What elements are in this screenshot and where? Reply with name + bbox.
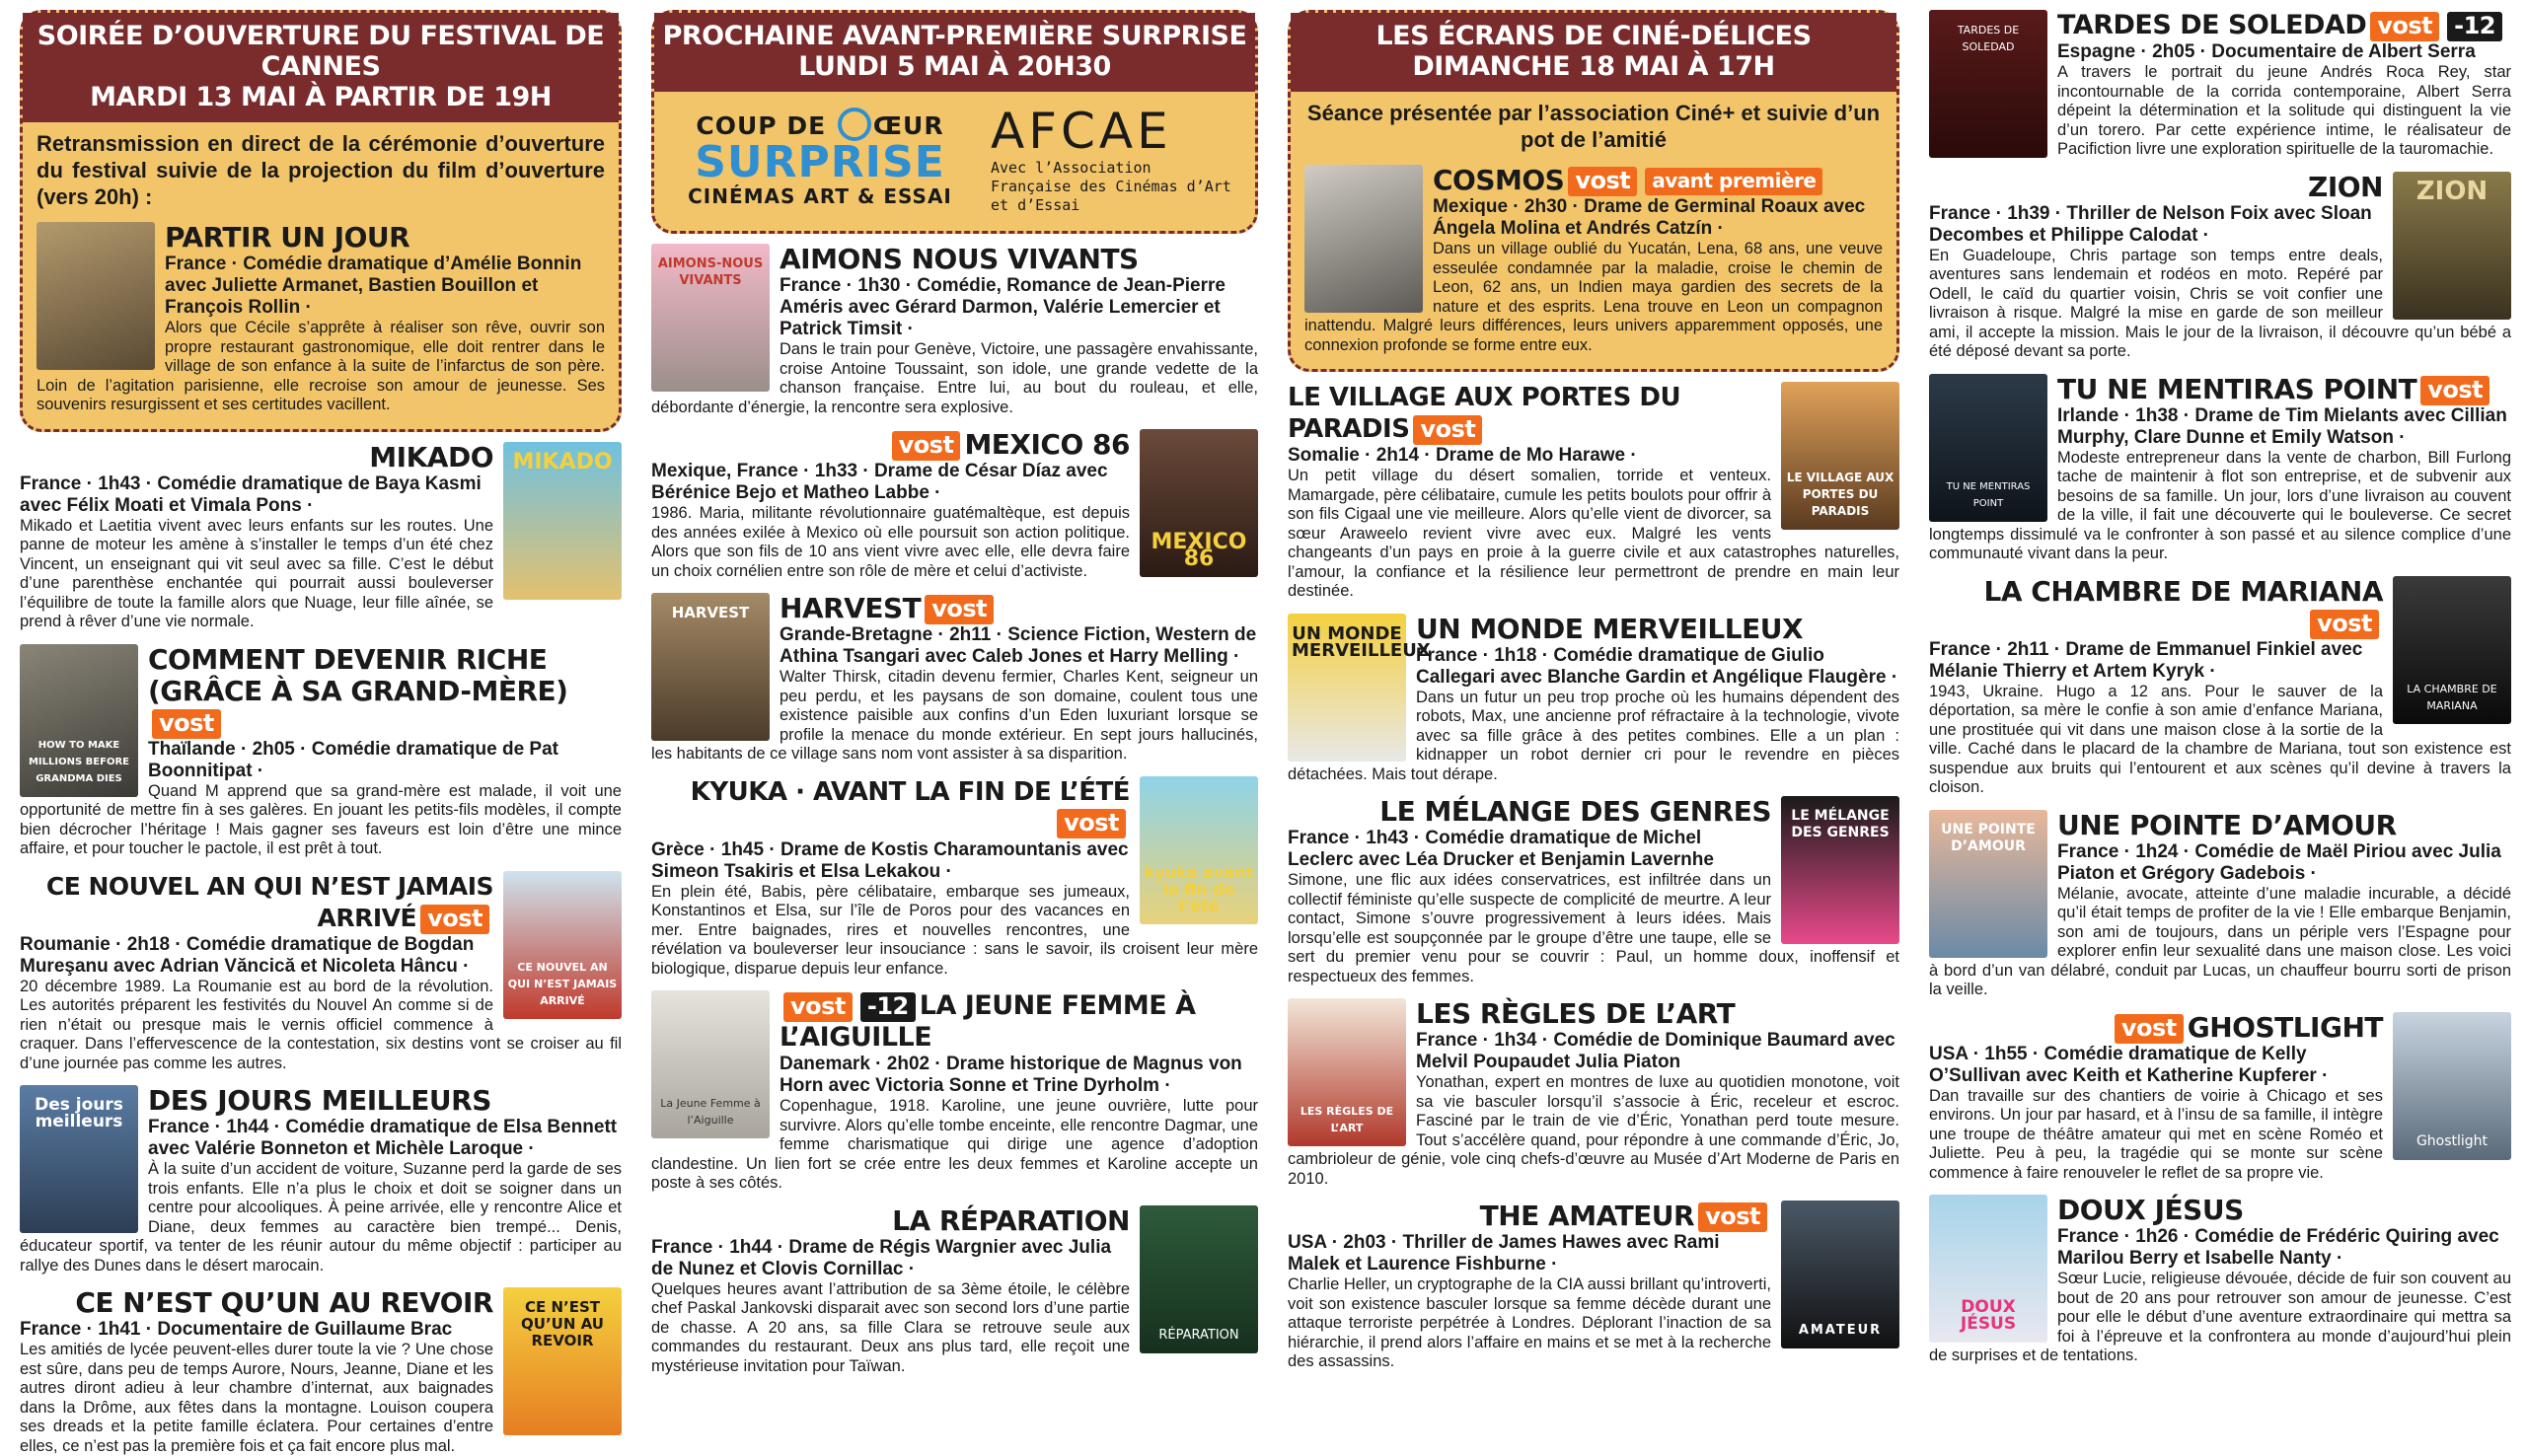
film-synopsis: 1943, Ukraine. Hugo a 12 ans. Pour le sauver de la déportation, sa mère le confie à son amie d’enfance Mariana, une prostituée qui vit dans une maison close à la sortie de la ville. Caché dans le placard de la chambre de Mariana, tout son existence est suspendue aux bruits qui l’entourent et aux scènes qu’il devine à travers la cloison. — [1929, 682, 2511, 796]
poster-image: LE MÉLANGE DES GENRES — [1781, 796, 1899, 944]
film-synopsis: Les amitiés de lycée peuvent-elles durer toute la vie ? Une chose est sûre, dans peu de temps Aurore, Nours, Jeanne, Diane et les autres diront adieu à leur chambre d’internat, aux baignades dans la Drôme, aux fêtes dans la montagne. Louison coupera ses dreads et la petite famille éclatera. Pour certaines d’entre elles, ce n’est pas la première fois et ça fait encore plus mal. — [20, 1341, 493, 1455]
poster-image: DOUX JÉSUS — [1929, 1195, 2047, 1343]
logos — [654, 92, 1255, 231]
age-restriction-badge: -12 — [860, 992, 916, 1022]
film-la-jeune-femme-a-laiguille[interactable] — [651, 990, 1258, 1194]
film-le-village[interactable] — [1288, 382, 1899, 602]
column-1 — [20, 10, 622, 1455]
film-synopsis: Dans un futur un peu trop proche où les humains dépendent des robots, Max, une ancienne prof réfractaire à la technologie, vivote avec sa fille grâce à des petites combines. Elle a un plan : kidnapper un robot dernier cri pour le revendre en pièces détachées. Mais tout dérape. — [1288, 688, 1899, 783]
film-the-amateur[interactable] — [1288, 1201, 1899, 1372]
poster-image: UN MONDE MERVEILLEUX — [1288, 614, 1406, 762]
film-meta: Mexique, France · 1h33 · Drame de César Díaz avec Bérénice Bejo et Matheo Labbe · — [651, 461, 1108, 503]
film-title: DES JOURS MEILLEURS — [148, 1084, 491, 1117]
film-title: TARDES DE SOLEDAD vost -12 — [1929, 10, 2511, 41]
film-ce-nouvel-an[interactable] — [20, 871, 622, 1074]
film-title: HARVEST vost — [651, 593, 1258, 624]
film-title: AIMONS NOUS VIVANTS — [780, 243, 1139, 275]
vost-badge: vost — [1568, 167, 1637, 196]
film-meta: Somalie · 2h14 · Drame de Mo Harawe · — [1288, 445, 1637, 466]
film-un-monde-merveilleux[interactable] — [1288, 614, 1899, 785]
film-meta: France · 1h43 · Comédie dramatique de Baya Kasmi avec Félix Moati et Vimala Pons · — [20, 473, 482, 516]
poster-image: ZION — [2393, 172, 2511, 320]
film-meta: USA · 2h03 · Thriller de James Hawes avec Rami Malek et Laurence Fishburne · — [1288, 1232, 1720, 1274]
film-synopsis: 20 décembre 1989. La Roumanie est au bord de la révolution. Les autorités préparent les festivités du Nouvel An comme si de rien n’était ou presque mais le vernis officiel commence à craquer. Dans l’effervescence de la contestation, six destins vont se croiser au fil d’une journée pas comme les autres. — [20, 977, 622, 1072]
poster-image: Des jours meilleurs — [20, 1085, 138, 1233]
poster-image: LA CHAMBRE DE MARIANA — [2393, 576, 2511, 724]
vost-badge: vost — [1698, 1202, 1767, 1232]
vost-badge: vost — [2370, 12, 2439, 41]
film-title: COMMENT DEVENIR RICHE (GRÂCE À SA GRAND-MÈRE)vost — [148, 642, 568, 737]
film-tardes-de-soledad[interactable] — [1929, 10, 2511, 160]
film-meta: Grande-Bretagne · 2h11 · Science Fiction, Western de Athina Tsangari avec Caleb Jones et Harry Melling · — [780, 624, 1257, 667]
film-tu-ne-mentiras-point[interactable] — [1929, 374, 2511, 564]
film-title: PARTIR UN JOUR — [165, 221, 410, 254]
film-le-melange-des-genres[interactable] — [1288, 796, 1899, 986]
film-meta: France · 1h24 · Comédie de Maël Piriou avec Julia Piaton et Grégory Gadebois · — [2057, 840, 2501, 884]
poster-image: CE N’EST QU’UN AU REVOIR — [503, 1287, 622, 1435]
film-synopsis: Dans un village oublié du Yucatán, Lena, 68 ans, une veuve esseulée condamnée par la maladie, croise le chemin de Leon, 62 ans, un Indien maya gardien des secrets de la nature et des esprits. Lena trouve en Leon un compagnon inattendu. Malgré leurs différences, leurs univers apparemment opposés, une connexion profonde se forme entre eux. — [1304, 240, 1883, 354]
film-comment-devenir-riche[interactable] — [20, 644, 622, 859]
film-title: MIKADO — [369, 440, 493, 473]
poster-image: AIMONS-NOUS VIVANTS — [651, 244, 770, 392]
poster-image: UNE POINTE D’AMOUR — [1929, 810, 2047, 958]
film-meta: Roumanie · 2h18 · Comédie dramatique de Bogdan Mureşanu avec Adrian Văncică et Nicoleta Hâncu · — [20, 933, 475, 977]
event-cine-delices — [1288, 10, 1899, 372]
event-intro: Séance présentée par l’association Ciné+ et suivie d’un pot de l’amitié — [1306, 101, 1881, 152]
film-title: vost -12 LA JEUNE FEMME À L’AIGUILLE — [780, 990, 1196, 1053]
poster-image: LES RÈGLES DE L’ART — [1288, 998, 1406, 1146]
film-cosmos[interactable] — [1304, 165, 1883, 355]
vost-badge: vost — [2420, 376, 2489, 405]
film-synopsis: Alors que Cécile s’apprête à réaliser son rêve, ouvrir son propre restaurant gastronomique, elle doit rentrer dans le village de son enfance à la suite de l’infarctus de son père. Loin de l’agitation parisienne, elle recroise son amour de jeunesse. Ses souvenirs resurgissent et ses certitudes vacillent. — [37, 319, 605, 413]
film-title: ZION — [2308, 170, 2383, 203]
film-meta: Mexique · 2h30 · Drame de Germinal Roaux avec Ángela Molina et Andrés Catzín · — [1433, 196, 1866, 239]
poster-image — [1304, 165, 1423, 313]
film-la-reparation[interactable] — [651, 1205, 1258, 1377]
poster-image: TARDES DE SOLEDAD — [1929, 10, 2047, 158]
film-meta: Espagne · 2h05 · Documentaire de Albert Serra — [2057, 41, 2476, 62]
film-title: UN MONDE MERVEILLEUX — [1416, 612, 1804, 645]
film-title: UNE POINTE D’AMOUR — [2057, 808, 2397, 841]
film-mexico-86[interactable] — [651, 429, 1258, 581]
film-synopsis: Mikado et Laetitia vivent avec leurs enfants sur les routes. Une panne de moteur les amène à s’installer le temps d’un été chez Vincent, un enseignant qui vit seul avec sa fille. C’est le début d’une parenthèse enchantée qui pourrait aussi bouleverser l’équilibre de toute la famille alors que Nuage, leur fille aînée, se prend à rêver d’une vie normale. — [20, 516, 493, 630]
film-title: KYUKA · AVANT LA FIN DE L’ÉTÉvost — [690, 776, 1130, 837]
vost-badge: vost — [892, 431, 961, 461]
afcae-logo: AFCAE Avec l’Association Française des Cinémas d’Art et d’Essai — [991, 103, 1231, 214]
event-header: SOIRÉE D’OUVERTURE DU FESTIVAL DE CANNES MARDI 13 MAI À PARTIR DE 19H — [23, 13, 619, 122]
poster-image: TU NE MENTIRAS POINT — [1929, 374, 2047, 522]
vost-badge: vost — [2115, 1014, 2184, 1044]
film-zion[interactable] — [1929, 172, 2511, 362]
film-meta: Danemark · 2h02 · Drame historique de Magnus von Horn avec Victoria Sonne et Trine Dyrholm · — [780, 1054, 1242, 1096]
event-header: LES ÉCRANS DE CINÉ-DÉLICES DIMANCHE 18 MAI À 17H — [1291, 13, 1896, 92]
film-synopsis: 1986. Maria, militante révolutionnaire guatémaltèque, est depuis des années exilée à Mexico où elle poursuit son action politique. Alors que son fils de 10 ans vient vivre avec elle, elle devra faire un choix cornélien entre son rôle de mère et celui d’activiste. — [651, 504, 1130, 580]
poster-image: HARVEST — [651, 593, 770, 741]
column-4 — [1929, 10, 2511, 1364]
film-des-jours-meilleurs[interactable] — [20, 1085, 622, 1275]
film-synopsis: À la suite d’un accident de voiture, Suzanne perd la garde de ses trois enfants. Elle n’a plus le choix et doit se soigner dans un centre pour alcooliques. À peine arrivée, elle y rencontre Alice et Diane, deux femmes au caractère bien trempé... Denis, éducateur sportif, va tenter de les réunir autour du même objectif : participer au rallye des Dunes dans le désert marocain. — [20, 1160, 622, 1274]
film-synopsis: Modeste entrepreneur dans la vente de charbon, Bill Furlong tache de maintenir à flot son entreprise, et de subvenir aux besoins de sa famille. Un jour, lors d’une livraison au couvent de la ville, il fait une découverte qui le bouleverse. Ce secret longtemps dissimulé va le confronter à son passé et au silence complice d’une communauté vivant dans la peur. — [1929, 448, 2511, 562]
film-meta: France · 1h34 · Comédie de Dominique Baumard avec Melvil Poupaudet Julia Piaton — [1416, 1030, 1895, 1072]
poster-image: MEXICO 86 — [1140, 429, 1258, 577]
column-3 — [1288, 10, 1899, 1370]
poster-image: RÉPARATION — [1140, 1205, 1258, 1353]
poster-image: kyuka avant la fin de l’été — [1140, 776, 1258, 924]
film-synopsis: Mélanie, avocate, atteinte d’une maladie incurable, a décidé qu’il était temps de profiter de la vie ! Elle embarque Benjamin, son ami de toujours, dans un périple vers l’Espagne pour explorer enfin leur sexualité dans une maison close. Les voici à bord d’un van délabré, conduit par Lucas, un chauffeur bourru sorti de prison la veille. — [1929, 884, 2511, 998]
film-harvest[interactable] — [651, 593, 1258, 764]
film-meta: France · 1h44 · Comédie dramatique de Elsa Bennett avec Valérie Bonneton et Michèle Laroque · — [148, 1117, 618, 1159]
poster-image: Ghostlight — [2393, 1012, 2511, 1160]
film-aimons-nous-vivants[interactable] — [651, 244, 1258, 417]
film-title: COSMOS vost avant première — [1304, 165, 1883, 196]
film-la-chambre-de-mariana[interactable] — [1929, 576, 2511, 798]
film-meta: Thaïlande · 2h05 · Comédie dramatique de Pat Boonnitipat · — [148, 738, 558, 781]
poster-image: HOW TO MAKE MILLIONS BEFORE GRANDMA DIES — [20, 644, 138, 797]
film-synopsis: Yonathan, expert en montres de luxe au quotidien monotone, voit sa vie basculer lorsqu’il s’associe à Éric, receleur et escroc. Fasciné par le train de vie d’Éric, Yonathan perd toute mesure. Tout s’accélère quand, pour répondre à une commande d’Éric, Jo, cambrioleur de génie, vole cinq chefs-d’œuvre au Musée d’Art Moderne de Paris en 2010. — [1288, 1073, 1899, 1188]
film-meta: France · 1h39 · Thriller de Nelson Foix avec Sloan Decombes et Philippe Calodat · — [1929, 202, 2372, 246]
poster-image: AMATEUR — [1781, 1201, 1899, 1348]
film-les-regles-de-lart[interactable] — [1288, 998, 1899, 1189]
film-title: LES RÈGLES DE L’ART — [1416, 997, 1736, 1030]
vost-badge: vost — [783, 992, 853, 1022]
vost-badge: vost — [152, 709, 221, 739]
film-synopsis: Walter Thirsk, citadin devenu fermier, Charles Kent, seigneur un peu perdu, et les paysans de son domaine, coulent tous une existence paisible aux confins d’un Eden luxuriant lorsque se profile la menace du monde extérieur. En sept jours hallucinés, les habitants de ce village sans nom vont assister à sa disparition. — [651, 668, 1258, 763]
film-ghostlight[interactable] — [1929, 1012, 2511, 1184]
film-title: LE VILLAGE AUX PORTES DU PARADIS vost — [1288, 383, 1681, 444]
film-title: vost MEXICO 86 — [651, 429, 1258, 461]
film-meta: France · 2h11 · Drame de Emmanuel Finkiel avec Mélanie Thierry et Artem Kyryk · — [1929, 638, 2363, 682]
film-ce-nest-quun-au-revoir[interactable] — [20, 1287, 622, 1456]
film-title: DOUX JÉSUS — [2057, 1194, 2244, 1226]
film-title: TU NE MENTIRAS POINT vost — [1929, 374, 2511, 405]
film-synopsis: Dan travaille sur des chantiers de voirie à Chicago et ses environs. Un jour par hasard, et à l’insu de sa famille, il intègre une troupe de théâtre amateur qui met en scène Roméo et Juliette. Peu à peu, la tragédie qui se monte sur scène commence à faire renouveler le reflet de sa propre vie. — [1929, 1086, 2383, 1182]
film-synopsis: A travers le portrait du jeune Andrés Roca Rey, star incontournable de la corrida contemporaine, Albert Serra dépeint la détermination et la solitude qui distinguent la vie d’un torero. Par cette expérience intime, le réalisateur de Pacifiction livre une exploration spirituelle de la tauromachie. — [2057, 63, 2511, 158]
film-synopsis: Copenhague, 1918. Karoline, une jeune ouvrière, lutte pour survivre. Alors qu’elle tombe enceinte, elle rencontre Dagmar, une femme charismatique qui dirige une agence d’adoption clandestine. Un lien fort se crée entre les deux femmes et Karoline accepte un poste à ses côtés. — [651, 1097, 1258, 1192]
film-title: LA RÉPARATION — [892, 1203, 1130, 1237]
column-2 — [651, 10, 1258, 1375]
film-synopsis: Quand M apprend que sa grand-mère est malade, il voit une opportunité de mettre fin à ses galères. En jouant les petits-fils modèles, il compte bien décrocher l’héritage ! Mais gagner ses faveurs est loin d’être une mince affaire, et pour toucher le pactole, il est prêt à tout. — [20, 781, 622, 857]
film-synopsis: Simone, une flic aux idées conservatrices, est infiltrée dans un collectif féministe qu’elle suspecte de complicité de meurtre. A leur contact, Simone s’ouvre progressivement à leurs idées. Mais lorsqu’elle est soupçonnée par le groupe d’être une taupe, elle se sert du premier venu pour se couvrir : Paul, un homme doux, inoffensif et respectueux des femmes. — [1288, 871, 1899, 985]
vost-badge: vost — [1057, 809, 1126, 838]
film-title: CE NOUVEL AN QUI N’EST JAMAIS ARRIVÉ vost — [45, 871, 493, 932]
vost-badge: vost — [925, 595, 994, 624]
avant-premiere-badge: avant première — [1645, 168, 1822, 195]
event-cannes — [20, 10, 622, 432]
film-meta: France · 1h26 · Comédie de Frédéric Quiring avec Marilou Berry et Isabelle Nanty · — [2057, 1226, 2499, 1269]
age-restriction-badge: -12 — [2447, 12, 2502, 41]
film-meta: France · 1h44 · Drame de Régis Wargnier avec Julia de Nunez et Clovis Cornillac · — [651, 1236, 1112, 1279]
film-synopsis: Un petit village du désert somalien, torride et venteux. Mamargade, père célibataire, cumule les petits boulots pour offrir à son fils Cigaal une vie meilleure. Alors qu’elle vient de divorcer, sa sœur Araweelo revient vivre avec eux. Malgré les vents changeants d’un pays en proie à la guerre civile et aux catastrophes naturelles, l’amour, la confiance et la résilience leur permettront de prendre en main leur destinée. — [1288, 467, 1899, 600]
film-title: LA CHAMBRE DE MARIANAvost — [1983, 574, 2383, 637]
event-header: PROCHAINE AVANT-PREMIÈRE SURPRISE LUNDI 5 MAI À 20H30 — [654, 13, 1255, 92]
film-synopsis: Dans le train pour Genève, Victoire, une passagère envahissante, croise Antoine Toussaint, son idole, une grande vedette de la chanson française. Entre lui, au bout du rouleau, et elle, débordante d’énergie, la rencontre sera explosive. — [651, 340, 1258, 416]
event-intro: Retransmission en direct de la cérémonie d’ouverture du festival suivie de la projection du film d’ouverture (vers 20h) : — [37, 131, 605, 209]
film-title: THE AMATEUR vost — [1288, 1201, 1899, 1232]
film-meta: France · 1h41 · Documentaire de Guillaume Brac — [20, 1319, 453, 1340]
vost-badge: vost — [1413, 415, 1482, 445]
film-doux-jesus[interactable] — [1929, 1195, 2511, 1366]
poster-image: CE NOUVEL AN QUI N’EST JAMAIS ARRIVÉ — [503, 871, 622, 1019]
event-avant-premiere — [651, 10, 1258, 234]
film-title: CE N’EST QU’UN AU REVOIR — [75, 1286, 493, 1319]
poster-image: La Jeune Femme à l’Aiguille — [651, 990, 770, 1138]
poster-image: MIKADO — [503, 442, 622, 600]
film-meta: Irlande · 1h38 · Drame de Tim Mielants avec Cillian Murphy, Clare Dunne et Emily Watson · — [2057, 404, 2507, 448]
poster-image — [37, 222, 155, 370]
film-kyuka[interactable] — [651, 776, 1258, 980]
film-meta: France · 1h18 · Comédie dramatique de Giulio Callegari avec Blanche Gardin et Angélique Flaugère · — [1416, 644, 1898, 688]
film-une-pointe-damour[interactable] — [1929, 810, 2511, 1000]
vost-badge: vost — [2310, 610, 2379, 639]
film-title: LE MÉLANGE DES GENRES — [1379, 795, 1771, 828]
film-mikado[interactable] — [20, 442, 622, 632]
film-meta: France · Comédie dramatique d’Amélie Bonnin avec Juliette Armanet, Bastien Bouillon et François Rollin · — [165, 254, 582, 318]
poster-image: LE VILLAGE AUX PORTES DU PARADIS — [1781, 382, 1899, 530]
film-synopsis: Charlie Heller, un cryptographe de la CIA aussi brillant qu’introverti, voit son existence basculer lorsque sa femme décède durant une attaque terroriste perpétrée à Londres. Déplorant l’inaction de sa hiérarchie, il prend alors l’affaire en mains et se met à la recherche des assassins. — [1288, 1275, 1771, 1370]
film-meta: Grèce · 1h45 · Drame de Kostis Charamountanis avec Simeon Tsakiris et Elsa Lekakou · — [651, 838, 1129, 882]
film-meta: USA · 1h55 · Comédie dramatique de Kelly O’Sullivan avec Keith et Katherine Kupferer · — [1929, 1043, 2329, 1086]
vost-badge: vost — [420, 905, 489, 934]
film-synopsis: Sœur Lucie, religieuse dévouée, décide de fuir son couvent au bout de 20 ans pour retrouver son amour de jeunesse. C’est pour elle le début d’une aventure extraordinaire qui mettra sa foi à l’épreuve et la confrontera au monde d’aujourd’hui plein de surprises et de tentations. — [1929, 1270, 2511, 1364]
film-synopsis: En Guadeloupe, Chris partage son temps entre deals, aventures sans lendemain et rodéos en moto. Repéré par Odell, le caïd du quartier voisin, Chris se voit confier une livraison à risque. Malgré la mise en garde de son meilleur ami, il accepte la mission. Mais le jour de la livraison, il découvre qu’un bébé a été déposé devant sa porte. — [1929, 246, 2511, 360]
coup-de-coeur-logo: COUP DE ŒUR SURPRISE CINÉMAS ART & ESSAI — [672, 111, 968, 208]
film-synopsis: Quelques heures avant l’attribution de sa 3ème étoile, le célèbre chef Paskal Jankovski disparait avec son second lors d’une partie de chasse. A 20 ans, sa fille Clara se retrouve seule aux commandes du restaurant. Deux ans plus tard, elle reçoit une mystérieuse invitation pour Taïwan. — [651, 1279, 1130, 1375]
film-partir-un-jour[interactable] — [37, 222, 605, 415]
film-meta: France · 1h30 · Comédie, Romance de Jean-Pierre Améris avec Gérard Darmon, Valérie Lemercier et Patrick Timsit · — [780, 275, 1226, 339]
film-meta: France · 1h43 · Comédie dramatique de Michel Leclerc avec Léa Drucker et Benjamin Lavernhe — [1288, 828, 1714, 870]
film-title: vost GHOSTLIGHT — [1929, 1012, 2511, 1044]
film-synopsis: En plein été, Babis, père célibataire, embarque ses jumeaux, Konstantinos et Elsa, sur l’île de Poros pour des vacances en mer. Entre baignades, rires et nouvelles rencontres, une révélation va bouleverser leur insouciance : sans le savoir, ils croisent leur mère biologique, disparue depuis leur enfance. — [651, 882, 1258, 978]
